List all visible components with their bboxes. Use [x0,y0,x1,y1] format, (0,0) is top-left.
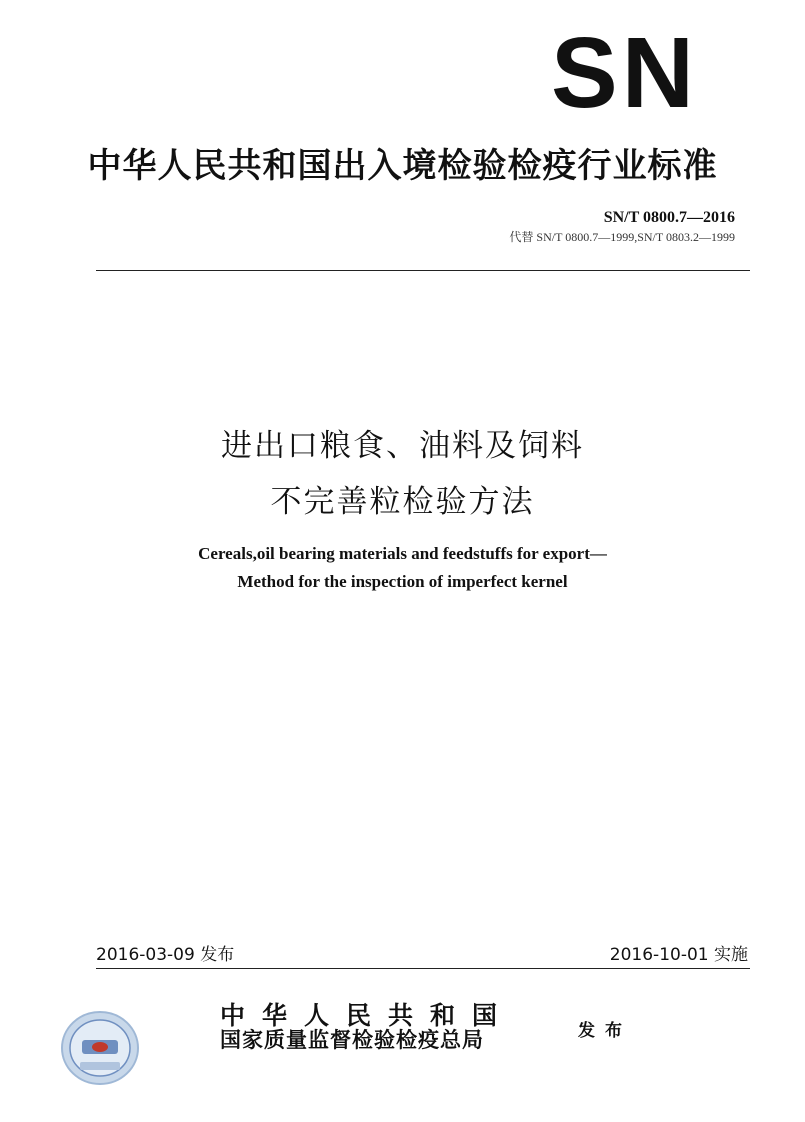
header-divider [96,270,750,271]
issuer-line-2: 国家质量监督检验检疫总局 [220,1028,484,1052]
replaces-standards: 代替 SN/T 0800.7—1999,SN/T 0803.2—1999 [509,230,735,244]
industry-standard-title: 中华人民共和国出入境检验检疫行业标准 [87,146,718,186]
english-title [0,540,805,596]
standard-number: SN/T 0800.7—2016 [603,209,735,226]
anti-counterfeit-seal-icon [60,1010,140,1086]
standard-number-block [509,208,735,246]
seal-graphic [60,1010,140,1086]
implementation-date: 2016-10-01 实施 [609,945,748,965]
chinese-title-line-2: 不完善粒检验方法 [270,484,535,520]
sn-logo [551,17,713,129]
english-title-line-1: Cereals,oil bearing materials and feedstuffs for export— [198,544,607,563]
chinese-title-line-1: 进出口粮食、油料及饲料 [221,428,584,464]
chinese-title [0,418,805,530]
issue-word: 发布 [578,1021,632,1041]
sn-logo-text: SN [551,17,698,129]
english-title-line-2: Method for the inspection of imperfect kernel [237,572,568,591]
issuer-line-1: 中华人民共和国 [220,1001,515,1030]
issue-date: 2016-03-09 发布 [96,945,235,965]
footer-divider [96,968,750,969]
